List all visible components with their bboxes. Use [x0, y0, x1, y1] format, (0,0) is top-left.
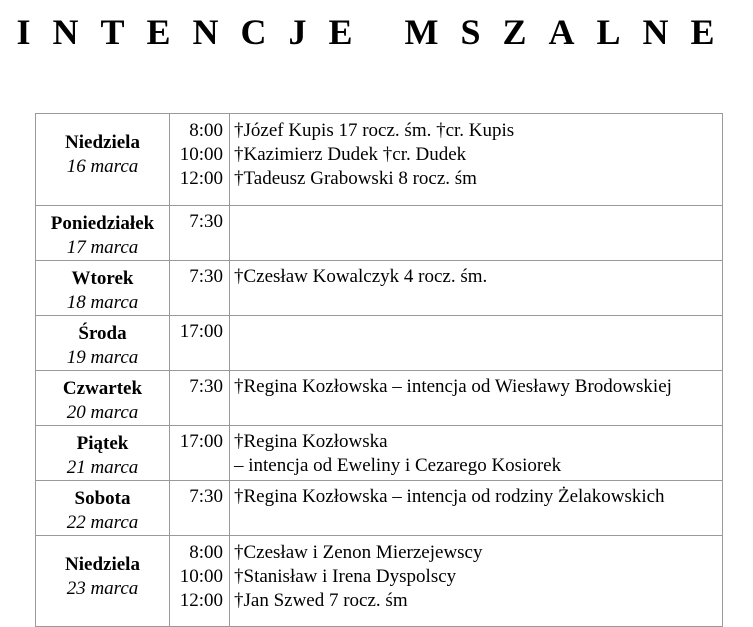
day-name: Niedziela	[65, 132, 140, 153]
mass-time: 17:00	[179, 321, 223, 342]
mass-times-cell	[170, 206, 230, 261]
intentions-cell	[230, 316, 723, 371]
day-date: 17 marca	[66, 237, 139, 258]
mass-times-cell	[170, 426, 230, 481]
mass-time: 7:30	[189, 486, 223, 507]
intention-text: †Stanisław i Irena Dyspolscy	[234, 566, 457, 587]
mass-times-cell	[170, 536, 230, 627]
intentions-cell	[230, 481, 723, 536]
day-cell	[36, 481, 170, 536]
intention-text: †Regina Kozłowska – intencja od Wiesławy Brodowskiej	[234, 376, 672, 397]
mass-time: 8:00	[189, 542, 223, 563]
intentions-cell	[230, 206, 723, 261]
intentions-cell	[230, 261, 723, 316]
day-cell	[36, 316, 170, 371]
mass-intentions-table	[35, 113, 723, 627]
mass-time: 7:30	[189, 211, 223, 232]
intention-text: †Józef Kupis 17 rocz. śm. †cr. Kupis	[234, 120, 515, 141]
day-row	[36, 371, 723, 426]
intention-text: †Regina Kozłowska	[234, 431, 388, 452]
mass-time: 8:00	[189, 120, 223, 141]
intentions-cell	[230, 371, 723, 426]
day-row	[36, 426, 723, 481]
day-cell	[36, 261, 170, 316]
day-cell	[36, 114, 170, 206]
intention-text: †Czesław i Zenon Mierzejewscy	[234, 542, 483, 563]
day-date: 21 marca	[66, 457, 139, 478]
mass-time: 10:00	[179, 144, 223, 165]
day-row	[36, 536, 723, 627]
intention-text: †Jan Szwed 7 rocz. śm	[234, 590, 408, 611]
intention-text: †Czesław Kowalczyk 4 rocz. śm.	[234, 266, 488, 287]
mass-times-cell	[170, 114, 230, 206]
day-name: Sobota	[74, 488, 131, 509]
intentions-cell	[230, 536, 723, 627]
mass-time: 12:00	[179, 168, 223, 189]
day-name: Czwartek	[62, 378, 143, 399]
day-name: Piątek	[76, 433, 129, 454]
intentions-cell	[230, 426, 723, 481]
intention-text: – intencja od Eweliny i Cezarego Kosiorek	[234, 455, 562, 476]
intention-text: †Tadeusz Grabowski 8 rocz. śm	[234, 168, 477, 189]
mass-time: 17:00	[179, 431, 223, 452]
day-date: 19 marca	[66, 347, 139, 368]
intentions-cell	[230, 114, 723, 206]
day-date: 20 marca	[66, 402, 139, 423]
day-cell	[36, 206, 170, 261]
day-cell	[36, 426, 170, 481]
mass-times-cell	[170, 261, 230, 316]
mass-times-cell	[170, 371, 230, 426]
page-title	[0, 10, 753, 54]
mass-time: 12:00	[179, 590, 223, 611]
day-date: 22 marca	[66, 512, 139, 533]
mass-time: 10:00	[179, 566, 223, 587]
intention-text: †Regina Kozłowska – intencja od rodziny Żelakowskich	[234, 486, 665, 507]
day-name: Środa	[78, 323, 127, 344]
day-name: Poniedziałek	[50, 213, 155, 234]
day-row	[36, 481, 723, 536]
day-cell	[36, 371, 170, 426]
intention-text: †Kazimierz Dudek †cr. Dudek	[234, 144, 467, 165]
day-date: 16 marca	[66, 156, 139, 177]
day-date: 23 marca	[66, 578, 139, 599]
day-row	[36, 114, 723, 206]
mass-times-cell	[170, 316, 230, 371]
day-row	[36, 261, 723, 316]
day-row	[36, 316, 723, 371]
day-name: Wtorek	[71, 268, 134, 289]
mass-times-cell	[170, 481, 230, 536]
day-date: 18 marca	[66, 292, 139, 313]
mass-time: 7:30	[189, 266, 223, 287]
title-word-1: INTENCJE	[16, 12, 375, 52]
mass-time: 7:30	[189, 376, 223, 397]
day-cell	[36, 536, 170, 627]
title-word-2: MSZALNE	[404, 12, 737, 52]
day-row	[36, 206, 723, 261]
day-name: Niedziela	[65, 554, 140, 575]
